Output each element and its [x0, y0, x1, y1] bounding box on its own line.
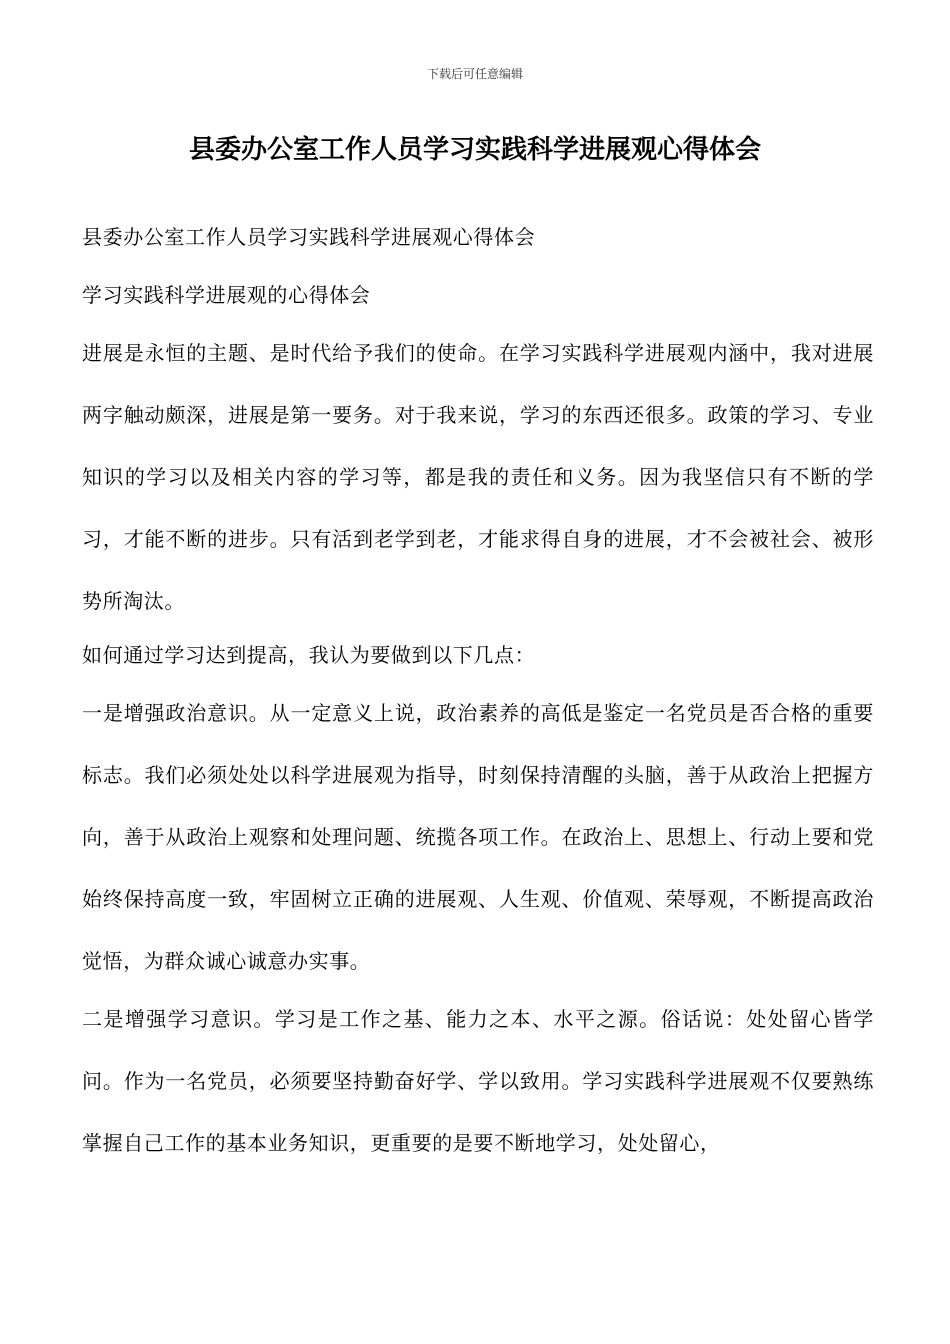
paragraph-political-awareness: 一是增强政治意识。从一定意义上说，政治素养的高低是鉴定一名党员是否合格的重要标志。我们必须处处以科学进展观为指导，时刻保持清醒的头脑，善于从政治上把握方向，善于从政治上观察和处理问题、统揽各项工作。在政治上、思想上、行动上要和党始终保持高度一致，牢固树立正确的进展观、人生观、价值观、荣辱观，不断提高政治觉悟，为群众诚心诚意办实事。 — [82, 701, 874, 973]
paragraph-intro: 进展是永恒的主题、是时代给予我们的使命。在学习实践科学进展观内涵中，我对进展两字触动颇深，进展是第一要务。对于我来说，学习的东西还很多。政策的学习、专业知识的学习以及相关内容的学习等，都是我的责任和义务。因为我坚信只有不断的学习，才能不断的进步。只有活到老学到老，才能求得自身的进展，才不会被社会、被形势所淘汰。 — [82, 341, 874, 613]
document-body — [82, 218, 874, 1182]
header-note: 下载后可任意编辑 — [426, 67, 523, 81]
document-title: 县委办公室工作人员学习实践科学进展观心得体会 — [188, 135, 761, 165]
paragraph-how: 如何通过学习达到提高，我认为要做到以下几点： — [82, 643, 536, 667]
subtitle-line-2: 学习实践科学进展观的心得体会 — [82, 283, 371, 307]
subtitle-line-1: 县委办公室工作人员学习实践科学进展观心得体会 — [82, 225, 536, 249]
paragraph-learning-awareness: 二是增强学习意识。学习是工作之基、能力之本、水平之源。俗话说：处处留心皆学问。作为一名党员，必须要坚持勤奋好学、学以致用。学习实践科学进展观不仅要熟练掌握自己工作的基本业务知识，更重要的是要不断地学习，处处留心， — [82, 1007, 874, 1155]
